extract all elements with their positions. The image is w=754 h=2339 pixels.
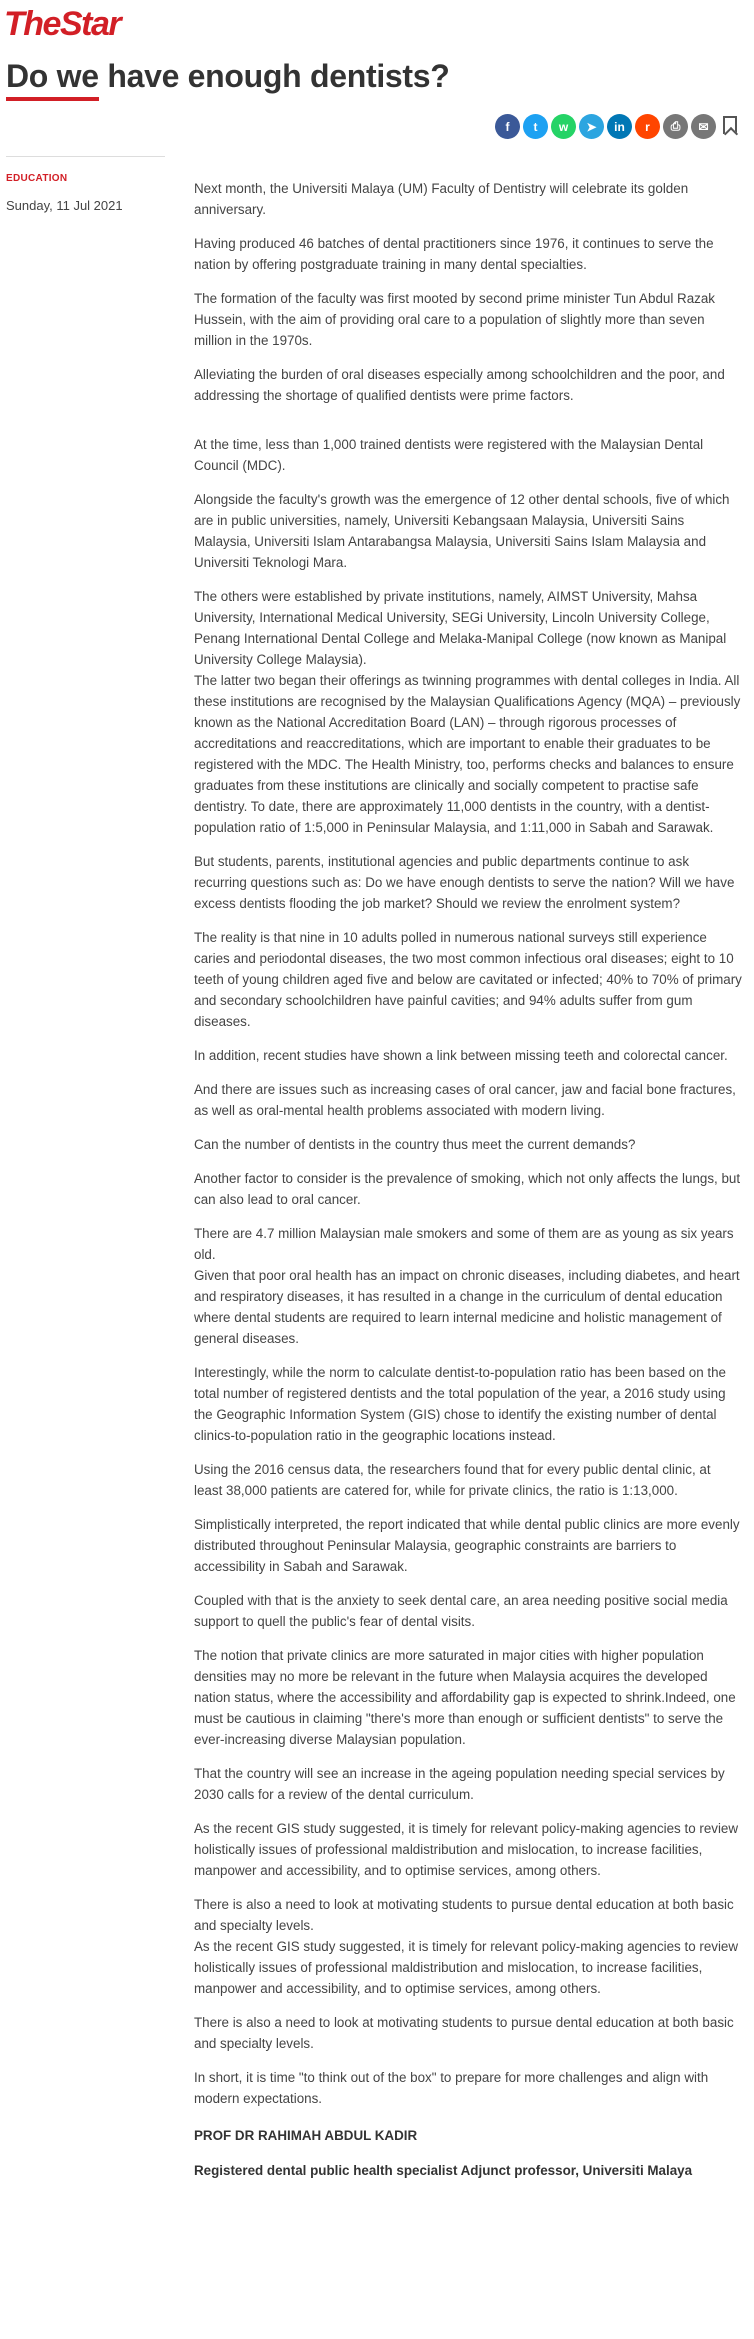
article-body — [194, 178, 742, 2194]
sidebar-divider — [6, 156, 165, 157]
article-paragraph: Having produced 46 batches of dental practitioners since 1976, it continues to serve the nation by offering postgraduate training in many dental specialties. — [194, 236, 714, 272]
article-paragraph: Given that poor oral health has an impact on chronic diseases, including diabetes, and heart and respiratory diseases, it has resulted in a change in the curriculum of dental education where dental students are required to learn internal medicine and holistic management of general diseases. — [194, 1268, 740, 1346]
article-paragraph: As the recent GIS study suggested, it is timely for relevant policy-making agencies to review holistically issues of professional maldistribution and mislocation, to increase facilities, manpower and accessibility, and to optimise services, among others. — [194, 1821, 739, 1878]
publish-date: Sunday, 11 Jul 2021 — [6, 198, 123, 213]
logo-star: Star — [59, 5, 121, 43]
article-paragraph: And there are issues such as increasing cases of oral cancer, jaw and facial bone fractures, as well as oral-mental health problems associated with modern living. — [194, 1082, 736, 1118]
category-label[interactable]: EDUCATION — [6, 173, 68, 184]
article-paragraph: In short, it is time "to think out of the box" to prepare for more challenges and align with modern expectations. — [194, 2070, 709, 2106]
the-star-logo[interactable] — [4, 6, 120, 42]
email-icon[interactable]: ✉ — [691, 114, 716, 139]
author-name: PROF DR RAHIMAH ABDUL KADIR — [194, 2128, 418, 2143]
page-title: Do we have enough dentists? — [6, 58, 450, 94]
article-paragraph: Next month, the Universiti Malaya (UM) Faculty of Dentistry will celebrate its golden anniversary. — [194, 181, 689, 217]
article-paragraph: There is also a need to look at motivating students to pursue dental education at both basic and specialty levels. — [194, 1897, 734, 1933]
article-paragraph: Another factor to consider is the prevalence of smoking, which not only affects the lungs, but can also lead to oral cancer. — [194, 1171, 741, 1207]
logo-the: The — [4, 5, 60, 43]
article-paragraph: But students, parents, institutional agencies and public departments continue to ask recurring questions such as: Do we have enough dentists to serve the nation? Will we have excess dentists flooding the job market? Should we review the enrolment system? — [194, 854, 735, 911]
article-paragraph: There are 4.7 million Malaysian male smokers and some of them are as young as six years old. — [194, 1226, 734, 1262]
article-paragraph: The others were established by private institutions, namely, AIMST University, Mahsa University, International Medical University, SEGi University, Lincoln University College, Penang International Dental College and Melaka-Manipal College (now known as Manipal University College Malaysia). — [194, 589, 727, 667]
article-paragraph: The notion that private clinics are more saturated in major cities with higher population densities may no more be relevant in the future when Malaysia acquires the developed nation status, where the accessibility and affordability gap is expected to shrink.Indeed, one must be cautious in claiming "there's more than enough or sufficient dentists" to serve the ever-increasing diverse Malaysian population. — [194, 1648, 736, 1747]
article-paragraph: The reality is that nine in 10 adults polled in numerous national surveys still experience caries and periodontal diseases, the two most common infectious oral diseases; eight to 10 teeth of young children aged five and below are cavitated or infected; 40% to 70% of primary and secondary schoolchildren have painful cavities; and 94% adults suffer from gum diseases. — [194, 930, 742, 1029]
article-paragraph: As the recent GIS study suggested, it is timely for relevant policy-making agencies to review holistically issues of professional maldistribution and mislocation, to increase facilities, manpower and accessibility, and to optimise services, among others. — [194, 1939, 739, 1996]
article-paragraph: Coupled with that is the anxiety to seek dental care, an area needing positive social media support to quell the public's fear of dental visits. — [194, 1593, 728, 1629]
article-paragraph: That the country will see an increase in the ageing population needing special services by 2030 calls for a review of the dental curriculum. — [194, 1766, 725, 1802]
article-paragraph: Interestingly, while the norm to calculate dentist-to-population ratio has been based on the total number of registered dentists and the total population of the year, a 2016 study using the Geographic Information System (GIS) chose to identify the existing number of dental clinics-to-population ratio in the geographic locations instead. — [194, 1365, 726, 1443]
article-paragraph: The formation of the faculty was first mooted by second prime minister Tun Abdul Razak Hussein, with the aim of providing oral care to a population of slightly more than seven million in the 1970s. — [194, 291, 715, 348]
author-role: Registered dental public health specialist Adjunct professor, Universiti Malaya — [194, 2163, 693, 2178]
article-paragraph: Alleviating the burden of oral diseases especially among schoolchildren and the poor, and addressing the shortage of qualified dentists were prime factors. — [194, 367, 725, 403]
article-paragraph: Simplistically interpreted, the report indicated that while dental public clinics are more evenly distributed throughout Peninsular Malaysia, geographic constraints are barriers to accessibility in Sabah and Sarawak. — [194, 1517, 740, 1574]
twitter-icon[interactable]: t — [523, 114, 548, 139]
share-bar — [495, 114, 716, 139]
linkedin-icon[interactable]: in — [607, 114, 632, 139]
whatsapp-icon[interactable]: w — [551, 114, 576, 139]
bookmark-icon[interactable] — [723, 116, 737, 134]
reddit-icon[interactable]: r — [635, 114, 660, 139]
article-paragraph: There is also a need to look at motivating students to pursue dental education at both basic and specialty levels. — [194, 2015, 734, 2051]
article-paragraph: In addition, recent studies have shown a link between missing teeth and colorectal cancer. — [194, 1048, 728, 1063]
telegram-icon[interactable]: ➤ — [579, 114, 604, 139]
print-icon[interactable]: ⎙ — [663, 114, 688, 139]
article-paragraph: The latter two began their offerings as twinning programmes with dental colleges in India. All these institutions are recognised by the Malaysian Qualifications Agency (MQA) – previously known as the National Accreditation Board (LAN) – through rigorous processes of accreditations and reaccreditations, which are important to enable their graduates to be registered with the MDC. The Health Ministry, too, performs checks and balances to ensure graduates from these institutions are clinically and socially competent to practise safe dentistry. To date, there are approximately 11,000 dentists in the country, with a dentist-population ratio of 1:5,000 in Peninsular Malaysia, and 1:11,000 in Sabah and Sarawak. — [194, 673, 741, 835]
article-paragraph: Using the 2016 census data, the researchers found that for every public dental clinic, at least 38,000 patients are catered for, while for private clinics, the ratio is 1:13,000. — [194, 1462, 711, 1498]
article-paragraph: Alongside the faculty's growth was the emergence of 12 other dental schools, five of which are in public universities, namely, Universiti Kebangsaan Malaysia, Universiti Sains Malaysia, Universiti Islam Antarabangsa Malaysia, Universiti Sains Islam Malaysia and Universiti Teknologi Mara. — [194, 492, 730, 570]
article-paragraph: Can the number of dentists in the country thus meet the current demands? — [194, 1137, 636, 1152]
facebook-icon[interactable]: f — [495, 114, 520, 139]
article-paragraph: At the time, less than 1,000 trained dentists were registered with the Malaysian Dental Council (MDC). — [194, 437, 704, 473]
headline-underline — [6, 97, 99, 101]
